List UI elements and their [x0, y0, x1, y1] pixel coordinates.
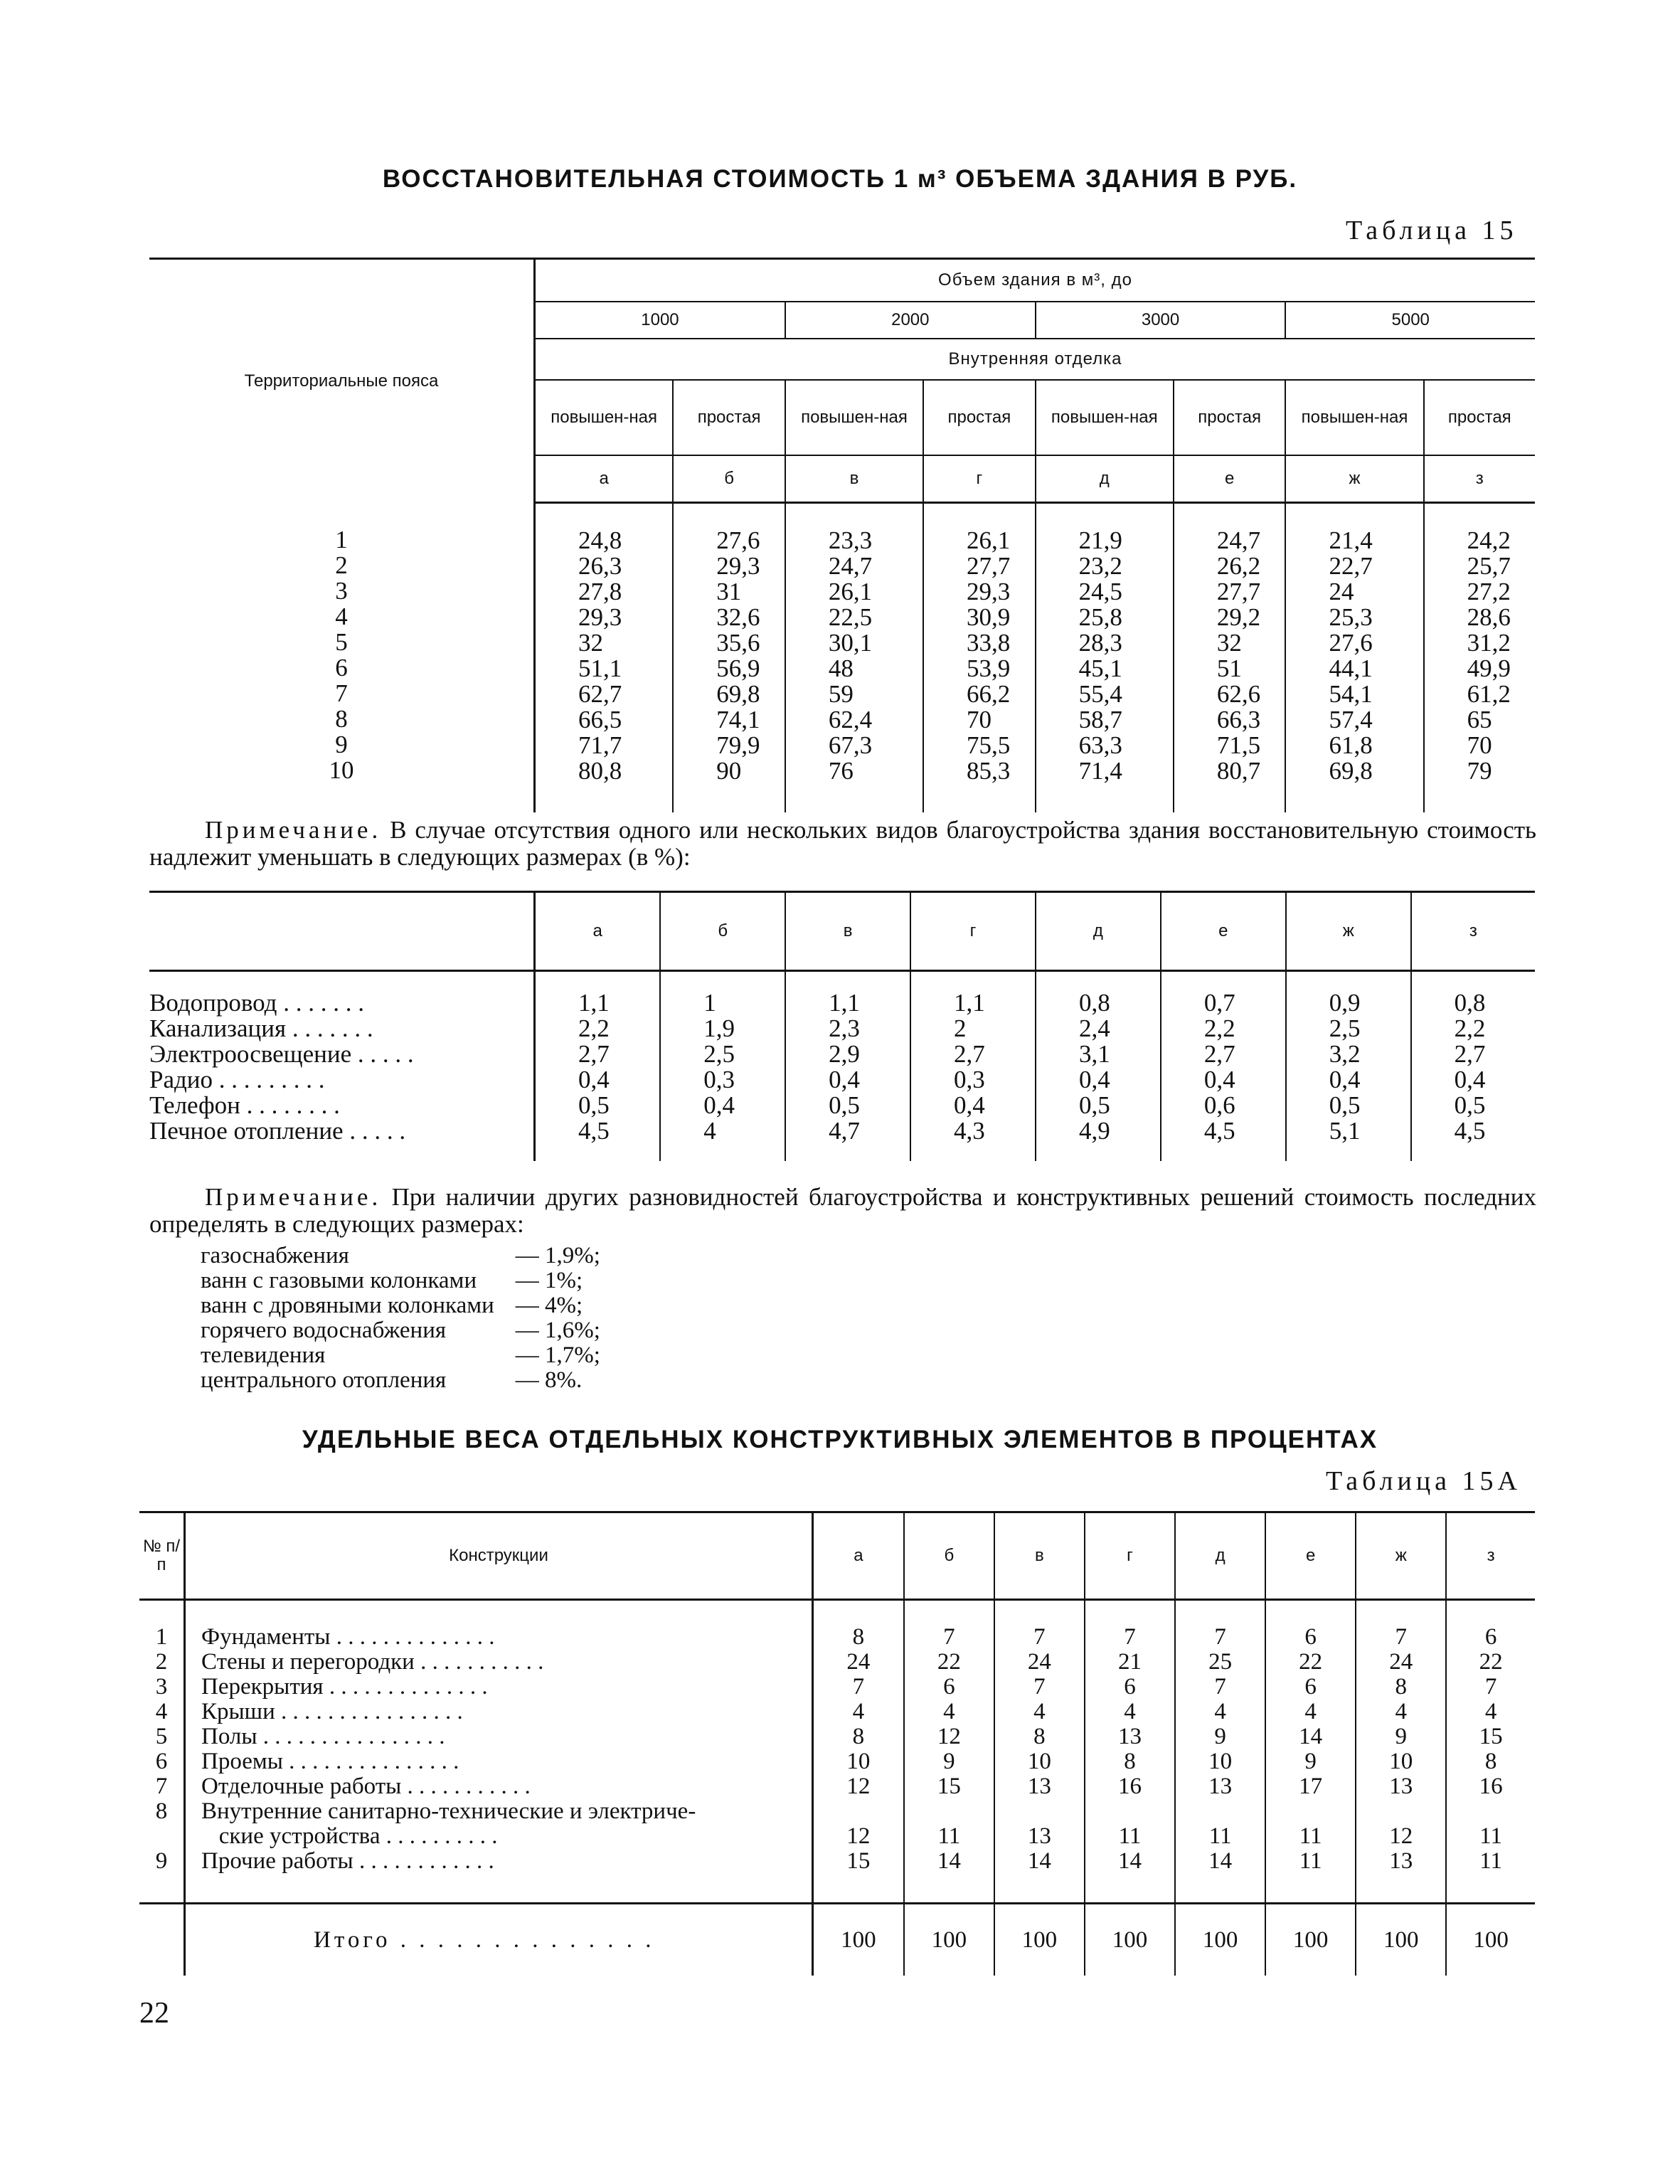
deduction-items: Водопровод . . . . . . . Канализация . . . . . . . Электроосвещение . . . . . Радио . . . . . . . . . Телефон . . . . . . . . Печное отопление . . . . . — [149, 971, 535, 1162]
data-column: 21,4 22,7 24 25,3 27,6 44,1 54,1 57,4 61,8 69,8 — [1285, 503, 1423, 813]
data-column: 21,9 23,2 24,5 25,8 28,3 45,1 55,4 58,7 63,3 71,4 — [1036, 503, 1174, 813]
column-letter: з — [1446, 1512, 1535, 1600]
column-letter: з — [1411, 892, 1535, 971]
data-column: 26,1 27,7 29,3 30,9 33,8 53,9 66,2 70 75,5 85,3 — [923, 503, 1036, 813]
zone-numbers: 1 2 3 4 5 6 7 8 9 10 — [149, 503, 535, 813]
weight-column: 7 22 6 4 12 9 15 11 14 — [904, 1600, 994, 1904]
note-2 — [149, 1184, 1536, 1238]
weight-column: 7 24 7 4 8 10 13 13 14 — [994, 1600, 1085, 1904]
item-value: — 1,9%; — [515, 1243, 600, 1268]
column-letter: д — [1036, 892, 1161, 971]
weight-column: 8 24 7 4 8 10 12 12 15 — [813, 1600, 904, 1904]
deduction-column: 0,8 2,4 3,1 0,4 0,5 4,9 — [1036, 971, 1161, 1162]
weight-column: 6 22 6 4 14 9 17 11 11 — [1265, 1600, 1356, 1904]
column-letter: г — [923, 455, 1036, 503]
total-value: 100 — [994, 1904, 1085, 1976]
deductions-corner — [149, 892, 535, 971]
deduction-column: 0,7 2,2 2,7 0,4 0,6 4,5 — [1161, 971, 1286, 1162]
item-name: телевидения — [201, 1342, 326, 1368]
note-1 — [149, 817, 1536, 871]
list-item — [201, 1244, 600, 1268]
deductions-table — [149, 891, 1535, 1161]
list-item — [201, 1268, 600, 1293]
column-letter: д — [1175, 1512, 1265, 1600]
list-item — [201, 1343, 600, 1368]
item-name: центрального отопления — [201, 1367, 447, 1393]
deduction-column: 1 1,9 2,5 0,3 0,4 4 — [660, 971, 785, 1162]
total-value: 100 — [1446, 1904, 1535, 1976]
deduction-column: 0,9 2,5 3,2 0,4 0,5 5,1 — [1286, 971, 1411, 1162]
column-letter: ж — [1285, 455, 1423, 503]
total-value: 100 — [904, 1904, 994, 1976]
constructions-header: Конструкции — [185, 1512, 813, 1600]
volume-2000: 2000 — [785, 302, 1036, 339]
item-value: — 1,6%; — [515, 1318, 600, 1343]
data-column: 24,8 26,3 27,8 29,3 32 51,1 62,7 66,5 71,7 80,8 — [535, 503, 674, 813]
item-value: — 8%. — [515, 1367, 583, 1393]
table15 — [149, 258, 1535, 812]
total-value: 100 — [1265, 1904, 1356, 1976]
weight-column: 7 21 6 4 13 8 16 11 14 — [1085, 1600, 1175, 1904]
data-column: 24,7 26,2 27,7 29,2 32 51 62,6 66,3 71,5 80,7 — [1174, 503, 1286, 813]
column-letter: а — [535, 455, 674, 503]
row-numbers: 1 2 3 4 5 6 7 8 9 — [139, 1600, 185, 1904]
data-column: 24,2 25,7 27,2 28,6 31,2 49,9 61,2 65 70 79 — [1467, 526, 1511, 785]
extra-improvements-list — [201, 1244, 600, 1393]
item-name: газоснабжения — [201, 1243, 349, 1268]
finish-type: простая — [1174, 380, 1286, 455]
weight-column: 7 24 8 4 9 10 13 12 13 — [1356, 1600, 1446, 1904]
total-label: Итого . . . . . . . . . . . . . . — [185, 1904, 813, 1976]
weight-column: 7 25 7 4 9 10 13 11 14 — [1175, 1600, 1265, 1904]
data-column: 23,3 24,7 26,1 22,5 30,1 48 59 62,4 67,3 76 — [785, 503, 923, 813]
deduction-column: 0,8 2,2 2,7 0,4 0,5 4,5 — [1454, 989, 1486, 1145]
column-letter: е — [1174, 455, 1286, 503]
weight-column: 6 22 7 4 15 8 16 11 11 — [1479, 1624, 1503, 1874]
deduction-column: 1,1 2 2,7 0,3 0,4 4,3 — [910, 971, 1036, 1162]
table15a-number: Таблица 15А — [1326, 1466, 1521, 1496]
list-item — [201, 1368, 600, 1393]
finish-type: повышен-ная — [785, 380, 923, 455]
column-letter: е — [1161, 892, 1286, 971]
total-no-cell — [139, 1904, 185, 1976]
column-letter: б — [660, 892, 785, 971]
finish-header: Внутренняя отделка — [535, 339, 1536, 380]
item-name: ванн с дровяными колонками — [201, 1293, 494, 1318]
note-1-label: Примечание. — [205, 816, 382, 844]
region-header: Территориальные пояса — [149, 259, 535, 503]
total-value: 100 — [1085, 1904, 1175, 1976]
column-letter: д — [1036, 455, 1174, 503]
total-value: 100 — [1356, 1904, 1446, 1976]
finish-type: простая — [673, 380, 785, 455]
note-2-label: Примечание. — [205, 1183, 382, 1211]
column-letter: в — [785, 892, 910, 971]
column-letter: г — [1085, 1512, 1175, 1600]
item-value: — 4%; — [515, 1293, 583, 1318]
finish-type: повышен-ная — [1285, 380, 1423, 455]
volume-header: Объем здания в м³, до — [535, 259, 1536, 302]
deduction-column: 1,1 2,2 2,7 0,4 0,5 4,5 — [535, 971, 661, 1162]
note-1-text: В случае отсутствия одного или нескольких видов благоустройства здания восстановительную стоимость надлежит уменьшать в следующих размерах (в %): — [149, 816, 1536, 871]
list-item — [201, 1318, 600, 1343]
construction-items: Фундаменты . . . . . . . . . . . . . . Стены и перегородки . . . . . . . . . . . Перекрытия . . . . . . . . . . . . . . Крыши . . . . . . . . . . . . . . . . Полы . . . . . . . . . . . . . . . . Проемы . . . . . . . . . . . . . . . Отделочные работы . . . . . . . . . . . Внутренние санитарно-технические и электриче- ские устройства . . . . . . . . . . Прочие работы . . . . . . . . . . . . — [185, 1600, 813, 1904]
item-name: ванн с газовыми колонками — [201, 1268, 477, 1293]
table15-title: ВОССТАНОВИТЕЛЬНАЯ СТОИМОСТЬ 1 м³ ОБЪЕМА ЗДАНИЯ В РУБ. — [382, 165, 1298, 193]
finish-type: повышен-ная — [1036, 380, 1174, 455]
total-value: 100 — [1175, 1904, 1265, 1976]
finish-type: простая — [923, 380, 1036, 455]
column-letter: в — [785, 455, 923, 503]
table15-number: Таблица 15 — [1346, 216, 1518, 245]
deduction-column: 1,1 2,3 2,9 0,4 0,5 4,7 — [785, 971, 910, 1162]
volume-5000: 5000 — [1285, 302, 1535, 339]
item-value: — 1,7%; — [515, 1342, 600, 1368]
finish-type: повышен-ная — [535, 380, 674, 455]
no-header: № п/п — [139, 1512, 185, 1600]
column-letter: а — [813, 1512, 904, 1600]
page-number: 22 — [139, 1997, 169, 2030]
volume-1000: 1000 — [535, 302, 785, 339]
column-letter: г — [910, 892, 1036, 971]
volume-3000: 3000 — [1036, 302, 1286, 339]
column-letter: а — [535, 892, 661, 971]
table15a — [139, 1511, 1535, 1976]
column-letter: ж — [1356, 1512, 1446, 1600]
total-value: 100 — [813, 1904, 904, 1976]
item-name: горячего водоснабжения — [201, 1318, 447, 1343]
item-value: — 1%; — [515, 1268, 583, 1293]
column-letter: е — [1265, 1512, 1356, 1600]
column-letter: з — [1424, 455, 1535, 503]
table15a-title: УДЕЛЬНЫЕ ВЕСА ОТДЕЛЬНЫХ КОНСТРУКТИВНЫХ ЭЛЕМЕНТОВ В ПРОЦЕНТАХ — [302, 1426, 1378, 1453]
column-letter: б — [904, 1512, 994, 1600]
data-column: 27,6 29,3 31 32,6 35,6 56,9 69,8 74,1 79,9 90 — [673, 503, 785, 813]
column-letter: б — [673, 455, 785, 503]
finish-type: простая — [1424, 380, 1535, 455]
column-letter: ж — [1286, 892, 1411, 971]
list-item — [201, 1293, 600, 1318]
column-letter: в — [994, 1512, 1085, 1600]
note-2-text: При наличии других разновидностей благоустройства и конструктивных решений стоимость последних определять в следующих размерах: — [149, 1183, 1536, 1238]
